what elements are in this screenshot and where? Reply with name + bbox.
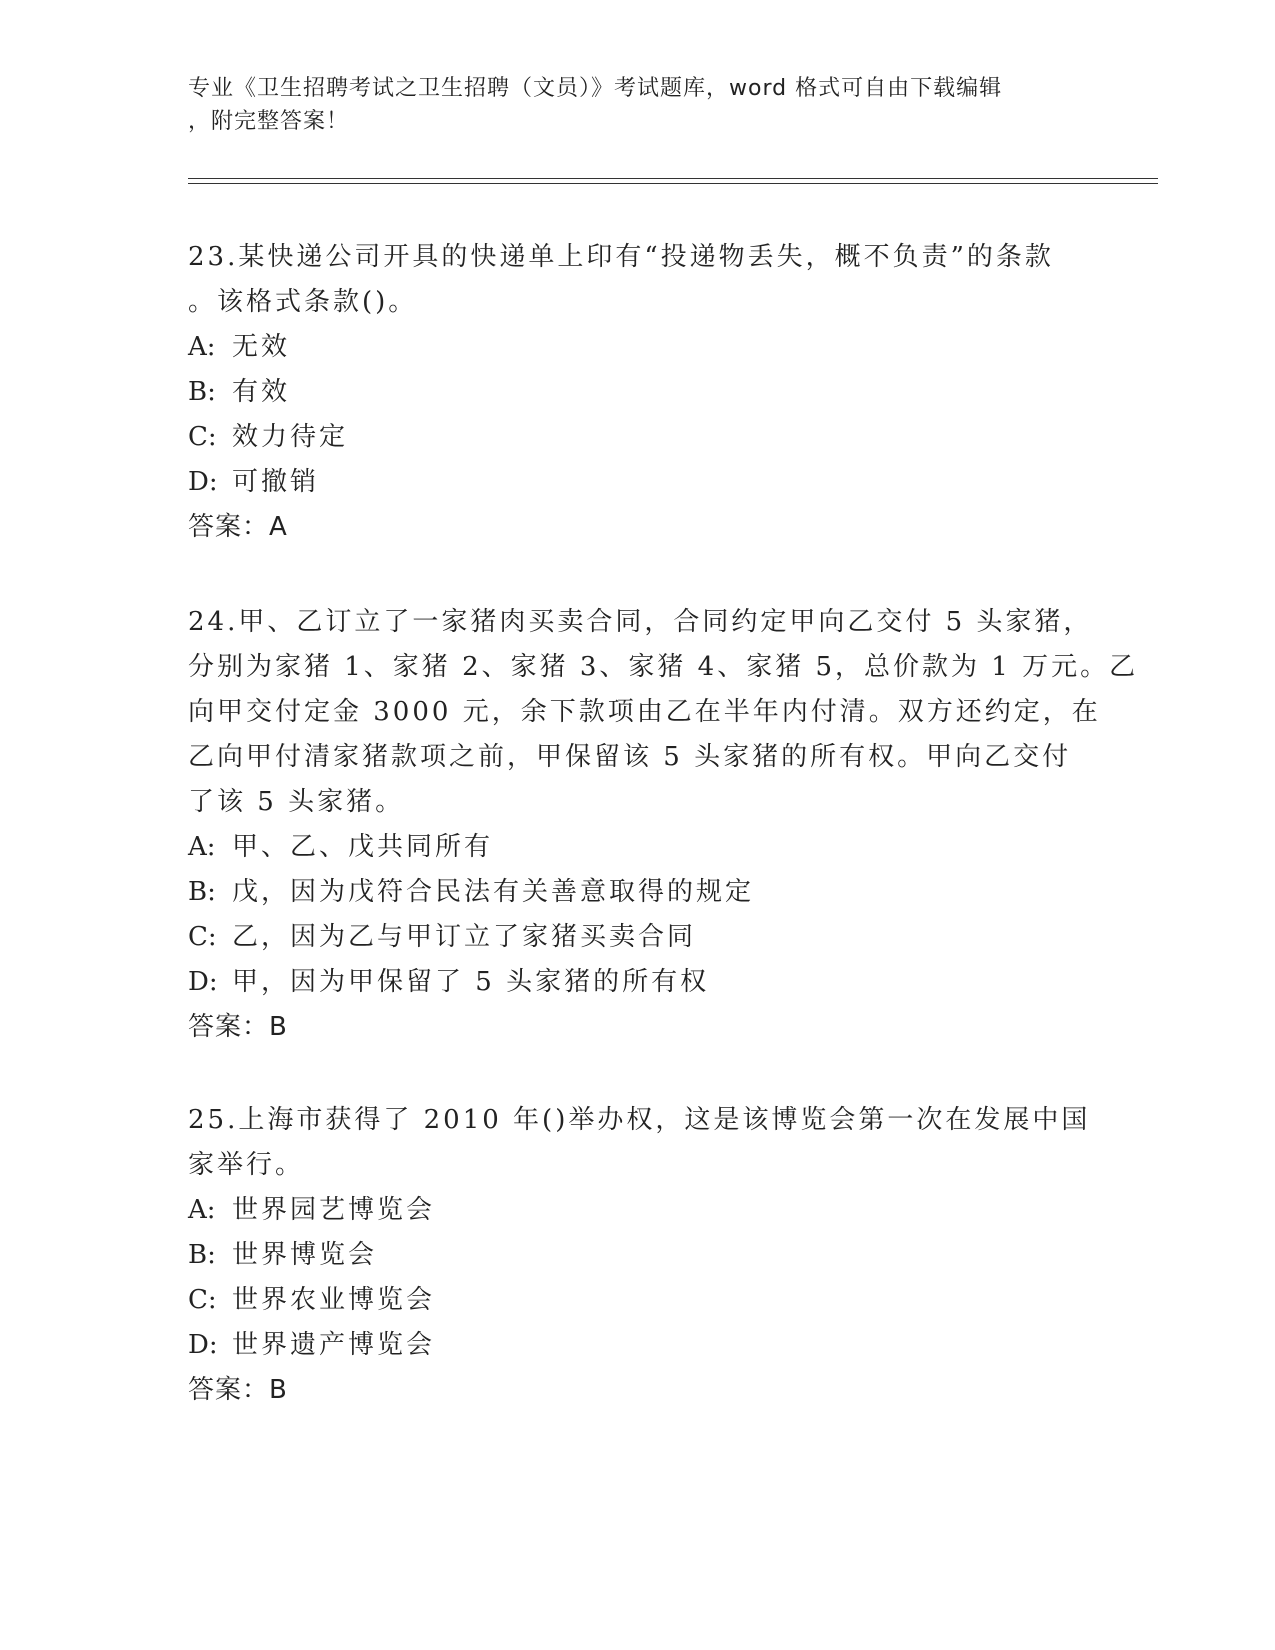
option-text: 有效 <box>232 377 291 407</box>
question-stem-line: 23.某快递公司开具的快递单上印有“投递物丢失，概不负责”的条款 <box>188 242 1054 272</box>
option-letter: C: <box>188 922 217 952</box>
option-text: 乙，因为乙与甲订立了家猪买卖合同 <box>232 922 697 952</box>
option-a <box>188 325 1088 370</box>
document-header <box>188 72 1088 138</box>
header-divider <box>188 178 1158 179</box>
option-text: 甲、乙、戊共同所有 <box>232 832 494 862</box>
option-c <box>188 1278 1088 1323</box>
option-letter: D: <box>188 967 218 997</box>
question-stem-line: 25.上海市获得了 2010 年()举办权，这是该博览会第一次在发展中国 <box>188 1105 1091 1135</box>
question-23 <box>188 235 1088 550</box>
option-letter: B: <box>188 377 216 407</box>
header-divider <box>188 183 1158 184</box>
option-letter: D: <box>188 467 218 497</box>
option-a <box>188 825 1088 870</box>
option-letter: A: <box>188 832 216 862</box>
option-text: 世界园艺博览会 <box>232 1195 436 1225</box>
option-letter: C: <box>188 422 217 452</box>
answer-line: 答案：B <box>188 1012 288 1042</box>
option-text: 无效 <box>232 332 291 362</box>
question-stem-line: 。该格式条款()。 <box>188 287 418 317</box>
option-text: 戊，因为戊符合民法有关善意取得的规定 <box>232 877 755 907</box>
option-text: 世界遗产博览会 <box>232 1330 436 1360</box>
option-b <box>188 870 1088 915</box>
header-line: ，附完整答案！ <box>188 109 350 134</box>
question-stem-line: 向甲交付定金 3000 元，余下款项由乙在半年内付清。双方还约定，在 <box>188 697 1101 727</box>
option-d <box>188 460 1088 505</box>
question-24 <box>188 600 1139 1050</box>
option-c <box>188 415 1088 460</box>
question-stem-line: 24.甲、乙订立了一家猪肉买卖合同，合同约定甲向乙交付 5 头家猪， <box>188 607 1093 637</box>
option-text: 可撤销 <box>232 467 320 497</box>
question-stem-line: 分别为家猪 1、家猪 2、家猪 3、家猪 4、家猪 5，总价款为 1 万元。乙 <box>188 652 1139 682</box>
question-stem-line: 家举行。 <box>188 1150 305 1180</box>
option-letter: D: <box>188 1330 218 1360</box>
option-text: 世界农业博览会 <box>232 1285 436 1315</box>
option-letter: B: <box>188 1240 216 1270</box>
answer-line: 答案：B <box>188 1375 288 1405</box>
option-d <box>188 1323 1088 1368</box>
answer-line: 答案：A <box>188 512 288 542</box>
option-letter: C: <box>188 1285 217 1315</box>
question-25 <box>188 1098 1091 1413</box>
option-d <box>188 960 1088 1005</box>
question-stem-line: 了该 5 头家猪。 <box>188 787 405 817</box>
option-c <box>188 915 1088 960</box>
question-stem-line: 乙向甲付清家猪款项之前，甲保留该 5 头家猪的所有权。甲向乙交付 <box>188 742 1072 772</box>
header-line: 专业《卫生招聘考试之卫生招聘（文员）》考试题库，word 格式可自由下载编辑 <box>188 76 1003 101</box>
option-text: 世界博览会 <box>232 1240 378 1270</box>
option-text: 效力待定 <box>232 422 349 452</box>
option-letter: A: <box>188 332 216 362</box>
option-text: 甲，因为甲保留了 5 头家猪的所有权 <box>232 967 710 997</box>
option-b <box>188 1233 1088 1278</box>
option-a <box>188 1188 1088 1233</box>
option-letter: A: <box>188 1195 216 1225</box>
option-letter: B: <box>188 877 216 907</box>
option-b <box>188 370 1088 415</box>
